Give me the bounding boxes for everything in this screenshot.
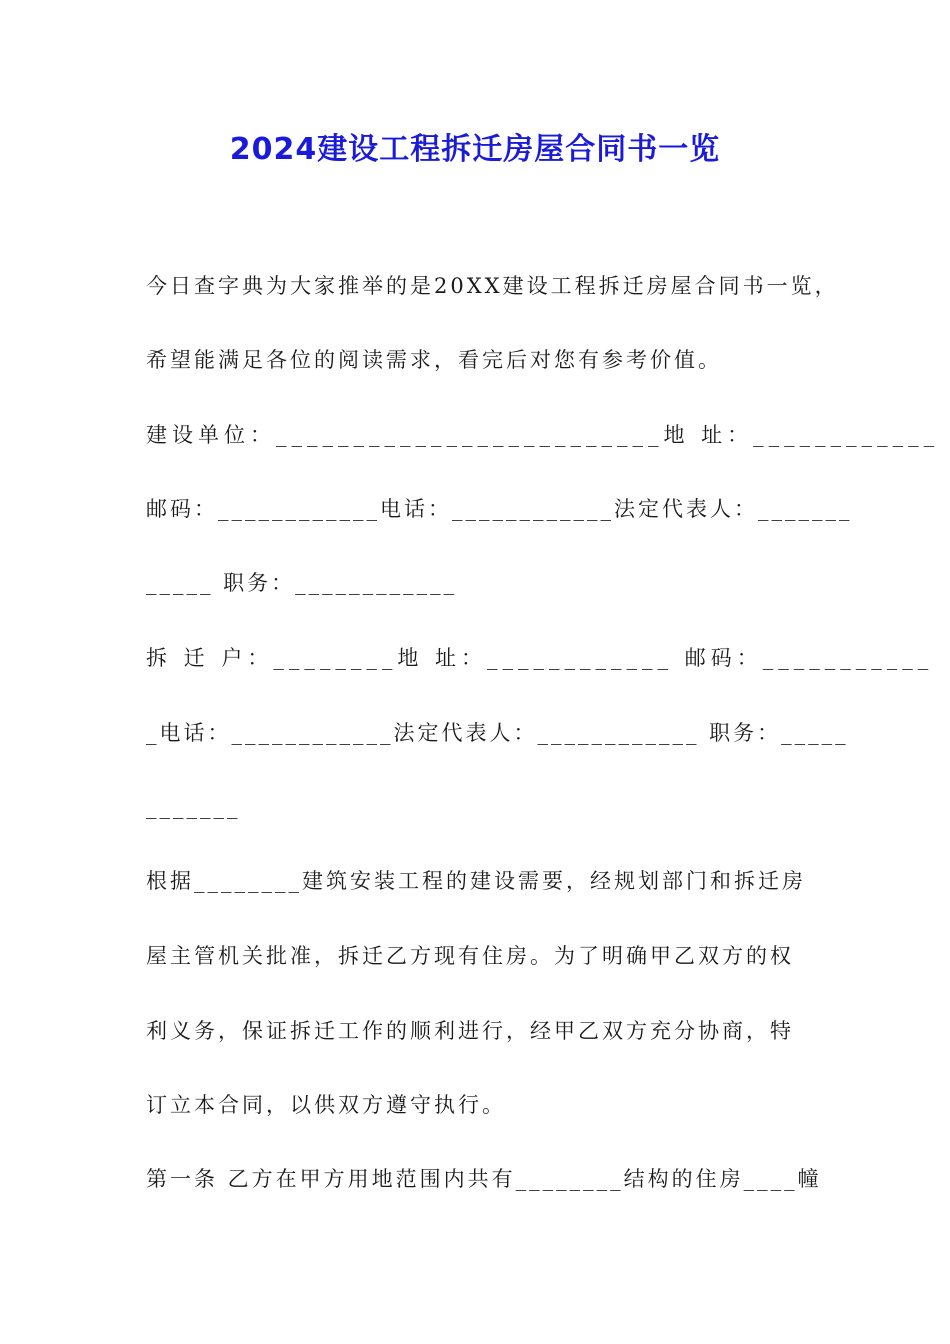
article-1-line-1: 第一条 乙方在甲方用地范围内共有________结构的住房____幢 [146, 1167, 822, 1191]
party-b-line-2: _电话：____________法定代表人：____________ 职务：_____ [146, 721, 849, 745]
party-a-line-1: 建设单位：_________________________地 址：____________ [146, 423, 940, 447]
party-a-line-3: _____ 职务：____________ [146, 571, 458, 595]
intro-line-1: 今日查字典为大家推举的是20XX建设工程拆迁房屋合同书一览， [146, 274, 839, 298]
body-line-2: 屋主管机关批准，拆迁乙方现有住房。为了明确甲乙双方的权 [146, 944, 794, 968]
document-title: 2024建设工程拆迁房屋合同书一览 [229, 132, 721, 167]
party-b-line-1: 拆 迁 户：________地 址：____________ 邮码：___________ [146, 646, 934, 670]
party-b-line-3: _______ [146, 795, 241, 819]
body-line-1: 根据________建筑安装工程的建设需要，经规划部门和拆迁房 [146, 869, 806, 893]
intro-line-2: 希望能满足各位的阅读需求，看完后对您有参考价值。 [146, 348, 722, 372]
body-line-4: 订立本合同，以供双方遵守执行。 [146, 1093, 506, 1117]
party-a-line-2: 邮码：____________电话：____________法定代表人：_______ [146, 497, 853, 521]
body-line-3: 利义务，保证拆迁工作的顺利进行，经甲乙双方充分协商，特 [146, 1019, 794, 1043]
